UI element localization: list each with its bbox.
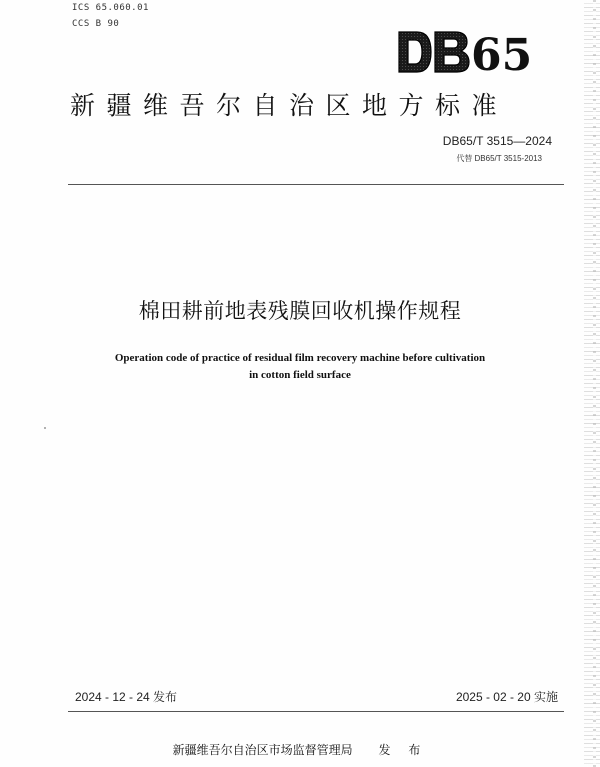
publisher-line (0, 741, 600, 758)
ccs-code: CCS B 90 (72, 19, 120, 29)
db65-logo (395, 26, 533, 81)
bottom-divider (68, 711, 564, 712)
document-title-en (60, 350, 540, 384)
implementation-date: 2025 - 02 - 20 实施 (455, 690, 558, 704)
publisher-name: 新疆维吾尔自治区市场监督管理局 (172, 743, 353, 757)
document-title-en-line1: Operation code of practice of residual film recovery machine before cultivation (114, 352, 486, 364)
standard-number: DB65/T 3515—2024 (442, 134, 552, 148)
db-letters (399, 32, 469, 72)
publish-action: 发 布 (378, 743, 428, 757)
document-title-en-line2: in cotton field surface (249, 369, 351, 381)
standard-category-title: 新疆维吾尔自治区地方标准 (70, 91, 509, 120)
scan-speck (44, 427, 46, 429)
ics-code: ICS 65.060.01 (72, 3, 149, 13)
logo-digits: 65 (471, 30, 533, 81)
top-divider (68, 184, 564, 185)
issue-date: 2024 - 12 - 24 发布 (75, 690, 178, 704)
scan-edge-noise-line (593, 0, 596, 767)
document-title-cn: 棉田耕前地表残膜回收机操作规程 (138, 299, 462, 323)
scan-edge-noise (584, 0, 600, 767)
replaces-note: 代替 DB65/T 3515-2013 (456, 154, 542, 163)
